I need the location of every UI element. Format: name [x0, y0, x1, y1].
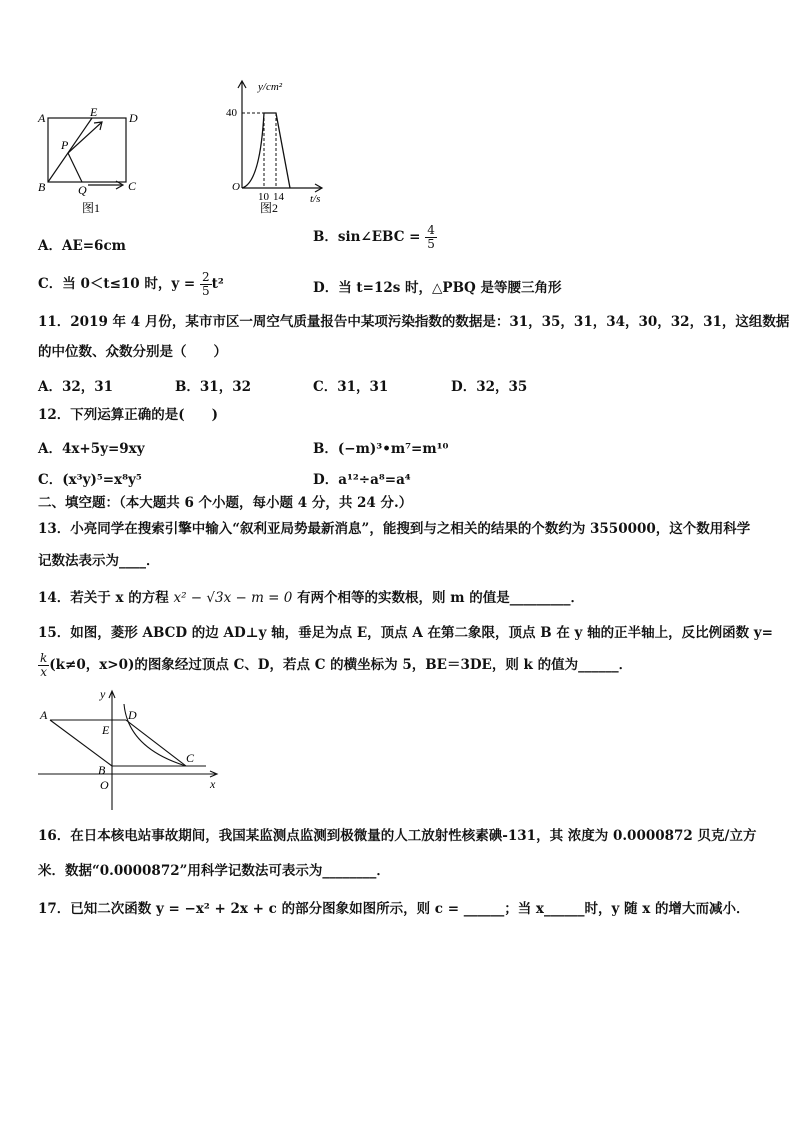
label-b: B [38, 180, 46, 194]
x-label: t/s [310, 193, 321, 205]
q16-line1: 16．在日本核电站事故期间，我国某监测点监测到极微量的人工放射性核素碘-131，其 浓度为 0.0000872 贝克/立方 [38, 828, 757, 844]
label-c: C [186, 751, 195, 765]
graph-curve [242, 113, 290, 188]
q17: 17．已知二次函数 y = −x² + 2x + c 的部分图象如图所示，则 c = ______；当 x______时，y 随 x 的增大而减小． [38, 901, 750, 917]
q11-option-c: C．31，31 [313, 379, 389, 395]
figure-2 [222, 78, 342, 218]
q14-suffix: 有两个相等的实数根，则 m 的值是_________． [297, 590, 584, 606]
label-y: y [100, 688, 106, 701]
q10-option-b [313, 224, 437, 251]
q10-option-c-suffix: t² [211, 276, 224, 292]
arrow-p [68, 122, 102, 153]
q10-option-c [38, 271, 224, 298]
q11-option-a: A．32，31 [38, 379, 114, 395]
side-dc [126, 720, 186, 766]
label-d: D [128, 708, 137, 722]
q15-line2-text: (k≠0，x>0)的图象经过顶点 C、D，若点 C 的横坐标为 5，BE＝3DE，则 k 的值为______． [49, 657, 633, 673]
q15-line1: 15．如图，菱形 ABCD 的边 AD⊥y 轴，垂足为点 E，顶点 A 在第二象限，顶点 B 在 y 轴的正半轴上，反比例函数 y= [38, 625, 773, 641]
q15-fraction: $\frac{k}{x}$ [40, 651, 48, 679]
q13-line1: 13．小亮同学在搜索引擎中输入“叙利亚局势最新消息”，能搜到与之相关的结果的个数约为 3550000，这个数用科学 [38, 521, 751, 537]
label-q: Q [78, 183, 87, 197]
fig1-caption: 图1 [82, 201, 101, 215]
q12-option-c: C．(x³y)⁵=x⁸y⁵ [38, 472, 142, 488]
q12-option-a: A．4x+5y=9xy [38, 441, 145, 457]
q13-line2: 记数法表示为____． [38, 553, 160, 569]
tick-14: 14 [273, 191, 284, 203]
label-c: C [128, 179, 137, 193]
q11-option-b: B．31，32 [175, 379, 251, 395]
segment-pq [68, 153, 82, 182]
label-d: D [129, 111, 138, 125]
rectangle-abcd [48, 118, 126, 182]
label-e: E [90, 105, 98, 119]
q11-line1: 11．2019 年 4 月份，某市市区一周空气质量报告中某项污染指数的数据是：31，35，31，34，30，32，31，这组数据 [38, 314, 790, 330]
tick-10: 10 [258, 191, 269, 203]
section-2-heading: 二、填空题：（本大题共 6 个小题，每小题 4 分，共 24 分.） [38, 495, 413, 511]
q14-equation: x² − √3x − m = 0 [173, 590, 293, 606]
q10-option-b-fraction: $\frac{4}{5}$ [427, 223, 435, 251]
q10-option-b-text: B．sin∠EBC = [313, 229, 421, 245]
q12-stem: 12．下列运算正确的是( ) [38, 407, 219, 423]
q14 [38, 589, 584, 607]
label-o: O [100, 778, 109, 792]
q15-line2 [38, 652, 632, 679]
label-b: B [98, 763, 106, 777]
tick-40: 40 [226, 107, 237, 119]
q15-figure [34, 688, 224, 812]
q16-line2: 米．数据“0.0000872”用科学记数法可表示为________． [38, 863, 390, 879]
q10-option-a: A．AE=6cm [38, 238, 126, 254]
q10-option-c-text: C．当 0＜t≤10 时，y = [38, 276, 196, 292]
figure-1 [30, 100, 150, 218]
q12-option-d: D．a¹²÷a⁸=a⁴ [313, 472, 411, 488]
origin-label: O [232, 181, 240, 193]
q10-option-c-fraction: $\frac{2}{5}$ [201, 270, 210, 298]
segment-be [48, 118, 92, 182]
q12-option-b: B．(−m)³•m⁷=m¹⁰ [313, 441, 449, 457]
fig2-caption: 图2 [260, 201, 279, 215]
q11-line2: 的中位数、众数分别是（ ） [38, 344, 227, 360]
y-label: y/cm² [258, 81, 283, 93]
label-a: A [40, 708, 48, 722]
q11-option-d: D．32，35 [451, 379, 528, 395]
label-a: A [38, 111, 46, 125]
label-x: x [210, 777, 216, 791]
q14-prefix: 14．若关于 x 的方程 [38, 590, 169, 606]
q10-option-d: D．当 t=12s 时，△PBQ 是等腰三角形 [313, 280, 562, 296]
label-e: E [102, 723, 110, 737]
label-p: P [61, 138, 69, 152]
